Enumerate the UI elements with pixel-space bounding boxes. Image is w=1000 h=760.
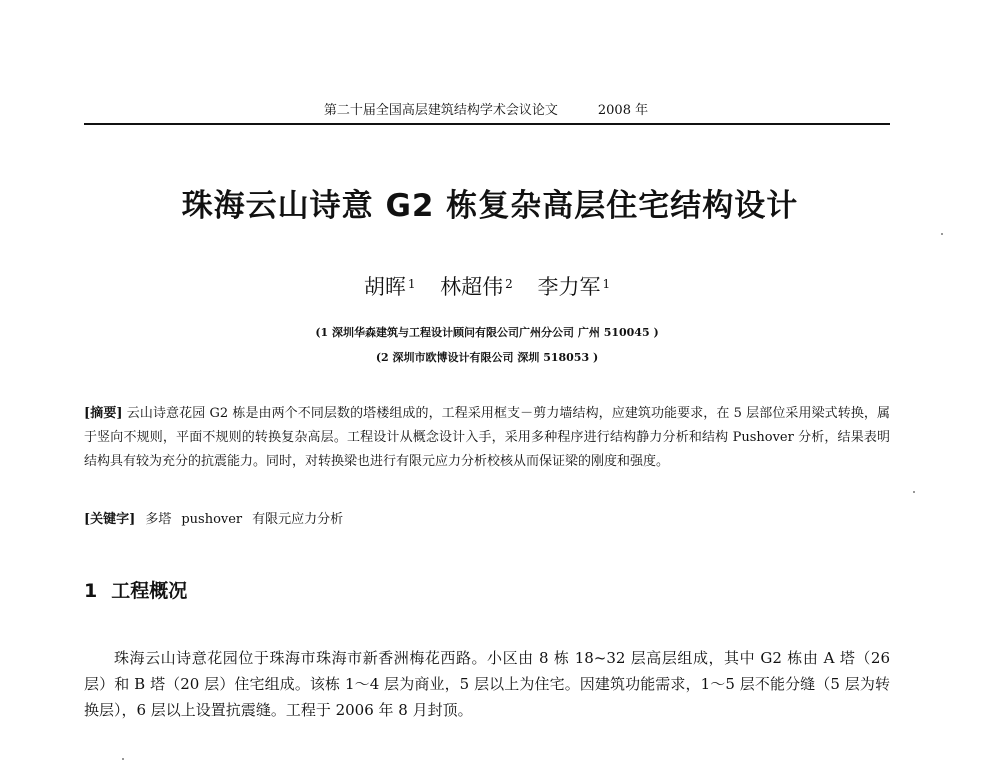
- keyword: pushover: [181, 512, 243, 527]
- author-1: [364, 275, 416, 299]
- author-list: [84, 272, 890, 302]
- scan-speck: [941, 233, 943, 235]
- conference-year: 2008 年: [597, 103, 649, 118]
- author-3: [538, 275, 611, 299]
- author-name: 林超伟: [440, 275, 504, 299]
- abstract: [84, 402, 890, 474]
- header-rule: [84, 123, 890, 125]
- author-affiliation-mark: 2: [505, 277, 513, 291]
- running-header: [84, 101, 888, 121]
- author-affiliation-mark: 1: [407, 277, 416, 291]
- section-number: 1: [84, 580, 98, 602]
- author-name: 胡晖: [363, 275, 406, 299]
- section-title: 工程概况: [111, 580, 188, 602]
- paper-title: 珠海云山诗意 G2 栋复杂高层住宅结构设计: [181, 188, 799, 224]
- author-affiliation-mark: 1: [602, 277, 611, 291]
- keyword: 有限元应力分析: [252, 512, 344, 527]
- abstract-label: [摘要]: [84, 406, 123, 421]
- conference-name: 第二十届全国高层建筑结构学术会议论文: [323, 103, 558, 118]
- scan-speck: [913, 491, 915, 493]
- affiliation-1: (1 深圳华森建筑与工程设计顾问有限公司广州分公司 广州 510045 ): [315, 326, 659, 339]
- section-body-paragraph: 珠海云山诗意花园位于珠海市珠海市新香洲梅花西路。小区由 8 栋 18~32 层高层组成，其中 G2 栋由 A 塔（26 层）和 B 塔（20 层）住宅组成。该栋 1～4 层为商业，5 层以上为住宅。因建筑功能需求，1～5 层不能分缝（5 层为转换层），6 层以上设置抗震缝。工程于 2006 年 8 月封顶。: [84, 649, 890, 719]
- author-name: 李力军: [537, 275, 601, 299]
- keywords-label: [关键字]: [84, 512, 136, 527]
- abstract-text: 云山诗意花园 G2 栋是由两个不同层数的塔楼组成的，工程采用框支－剪力墙结构，应建筑功能要求，在 5 层部位采用梁式转换，属于竖向不规则，平面不规则的转换复杂高层。工程设计从概念设计入手，采用多种程序进行结构静力分析和结构 Pushover 分析，结果表明结构具有较为充分的抗震能力。同时，对转换梁也进行有限元应力分析校核从而保证梁的刚度和强度。: [84, 406, 890, 469]
- affiliation-2: (2 深圳市欧博设计有限公司 深圳 518053 ): [375, 351, 599, 364]
- section-heading: [84, 577, 187, 605]
- keyword: 多塔: [145, 512, 172, 527]
- keywords: [84, 508, 890, 532]
- author-2: [440, 275, 513, 299]
